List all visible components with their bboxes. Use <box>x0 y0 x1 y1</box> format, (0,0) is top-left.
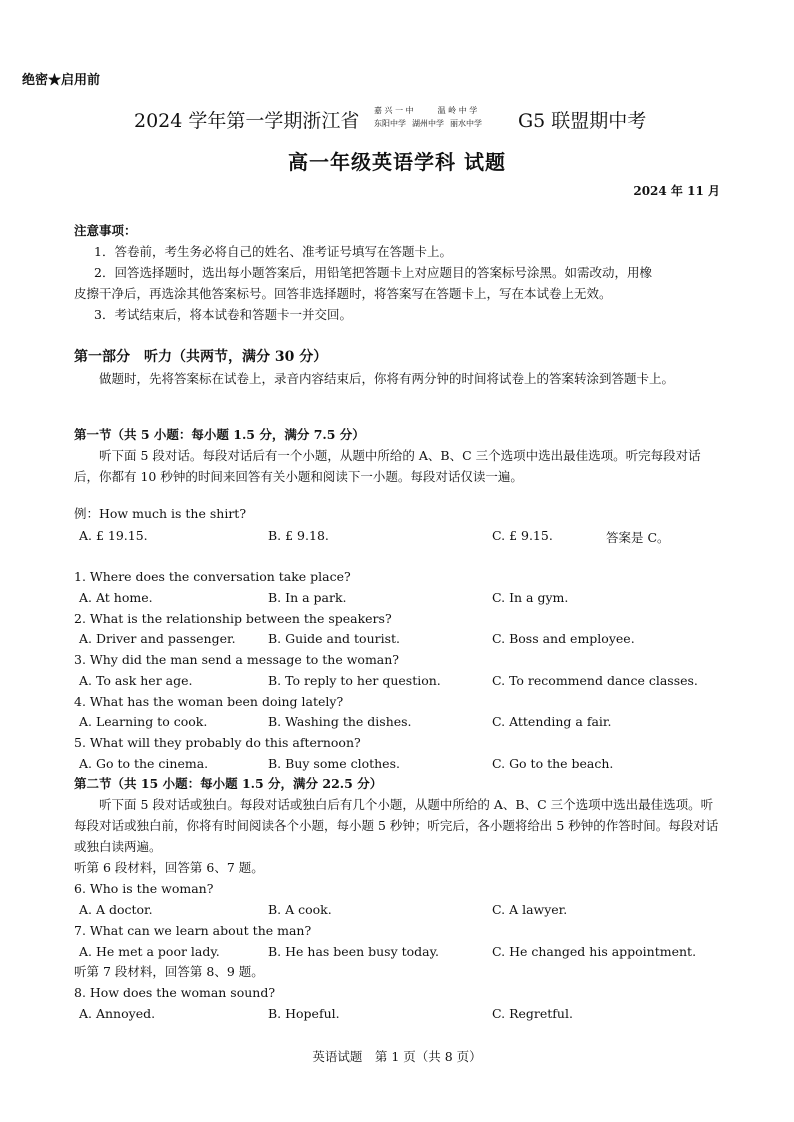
example-option-c: C. £ 9.15. <box>492 528 553 543</box>
school-name: 丽水中学 <box>450 119 482 128</box>
question: 1. Where does the conversation take place? <box>74 569 351 584</box>
note-item: 3．考试结束后，将本试卷和答题卡一并交回。 <box>94 307 352 322</box>
option-c: C. Attending a fair. <box>492 714 612 729</box>
note-item: 皮擦干净后，再选涂其他答案标号。回答非选择题时，将答案写在答题卡上，写在本试卷上无效。 <box>74 286 612 301</box>
option-b: B. Guide and tourist. <box>268 631 401 646</box>
question: 4. What has the woman been doing lately? <box>74 694 344 709</box>
question: 6. Who is the woman? <box>74 881 214 896</box>
notes-heading: 注意事项： <box>74 223 137 238</box>
option-b: B. Washing the dishes. <box>268 714 412 729</box>
option-a: A. To ask her age. <box>79 673 193 688</box>
option-a: A. Learning to cook. <box>79 714 208 729</box>
school-list <box>374 104 488 130</box>
option-a: A. He met a poor lady. <box>79 944 220 959</box>
title-suffix: G5 联盟期中考 <box>518 110 647 132</box>
title-prefix: 2024 学年第一学期浙江省 <box>134 110 360 132</box>
section2-heading: 第二节（共 15 小题：每小题 1.5 分，满分 22.5 分） <box>74 776 383 791</box>
group-instruction: 听第 7 段材料，回答第 8、9 题。 <box>74 964 264 979</box>
question: 5. What will they probably do this afternoon? <box>74 735 361 750</box>
note-item: 1．答卷前，考生务必将自己的姓名、准考证号填写在答题卡上。 <box>94 244 452 259</box>
exam-date: 2024 年 11 月 <box>633 184 720 198</box>
section1-instruction: 听下面 5 段对话。每段对话后有一个小题，从题中所给的 A、B、C 三个选项中选出最佳选项。听完每段对话后，你都有 10 秒钟的时间来回答有关小题和阅读下一小题。每段对话仅读一遍。 <box>74 448 701 484</box>
option-c: C. He changed his appointment. <box>492 944 697 959</box>
example-answer: 答案是 C。 <box>606 530 670 545</box>
option-c: C. A lawyer. <box>492 902 568 917</box>
section1-heading: 第一节（共 5 小题：每小题 1.5 分，满分 7.5 分） <box>74 427 365 442</box>
example-option-b: B. £ 9.18. <box>268 528 329 543</box>
group-instruction: 听第 6 段材料，回答第 6、7 题。 <box>74 860 264 875</box>
school-name: 嘉 兴 一 中 <box>374 106 414 115</box>
question: 8. How does the woman sound? <box>74 985 276 1000</box>
question: 3. Why did the man send a message to the woman? <box>74 652 399 667</box>
confidential-label: 绝密★启用前 <box>22 73 101 88</box>
option-b: B. A cook. <box>268 902 332 917</box>
option-a: A. Annoyed. <box>79 1006 156 1021</box>
school-name: 湖州中学 <box>412 119 444 128</box>
option-a: A. At home. <box>79 590 153 605</box>
example-question: 例：How much is the shirt? <box>74 506 247 521</box>
option-b: B. Hopeful. <box>268 1006 340 1021</box>
option-a: A. Driver and passenger. <box>79 631 236 646</box>
exam-title <box>0 100 794 136</box>
exam-subtitle: 高一年级英语学科 试题 <box>288 150 506 174</box>
option-c: C. Regretful. <box>492 1006 573 1021</box>
option-c: C. In a gym. <box>492 590 569 605</box>
note-item: 2．回答选择题时，选出每小题答案后，用铅笔把答题卡上对应题目的答案标号涂黑。如需改动，用橡 <box>94 265 652 280</box>
question: 2. What is the relationship between the speakers? <box>74 611 392 626</box>
option-c: C. To recommend dance classes. <box>492 673 698 688</box>
part1-heading: 第一部分 听力（共两节，满分 30 分） <box>74 349 328 365</box>
section2-instruction: 听下面 5 段对话或独白。每段对话或独白后有几个小题，从题中所给的 A、B、C 三个选项中选出最佳选项。听每段对话或独白前，你将有时间阅读各个小题，每小题 5 秒钟；听完后，各小题将给出 5 秒钟的作答时间。每段对话或独白读两遍。 <box>74 797 719 854</box>
option-b: B. Buy some clothes. <box>268 756 400 771</box>
option-b: B. In a park. <box>268 590 347 605</box>
option-b: B. He has been busy today. <box>268 944 439 959</box>
school-name: 温 岭 中 学 <box>437 106 478 115</box>
option-c: C. Go to the beach. <box>492 756 614 771</box>
question: 7. What can we learn about the man? <box>74 923 312 938</box>
part1-instruction: 做题时，先将答案标在试卷上，录音内容结束后，你将有两分钟的时间将试卷上的答案转涂到答题卡上。 <box>99 371 675 386</box>
example-option-a: A. £ 19.15. <box>79 528 148 543</box>
option-b: B. To reply to her question. <box>268 673 441 688</box>
option-a: A. Go to the cinema. <box>79 756 209 771</box>
page-footer: 英语试题 第 1 页（共 8 页） <box>312 1049 482 1064</box>
option-a: A. A doctor. <box>79 902 153 917</box>
school-name: 东阳中学 <box>374 119 406 128</box>
option-c: C. Boss and employee. <box>492 631 635 646</box>
